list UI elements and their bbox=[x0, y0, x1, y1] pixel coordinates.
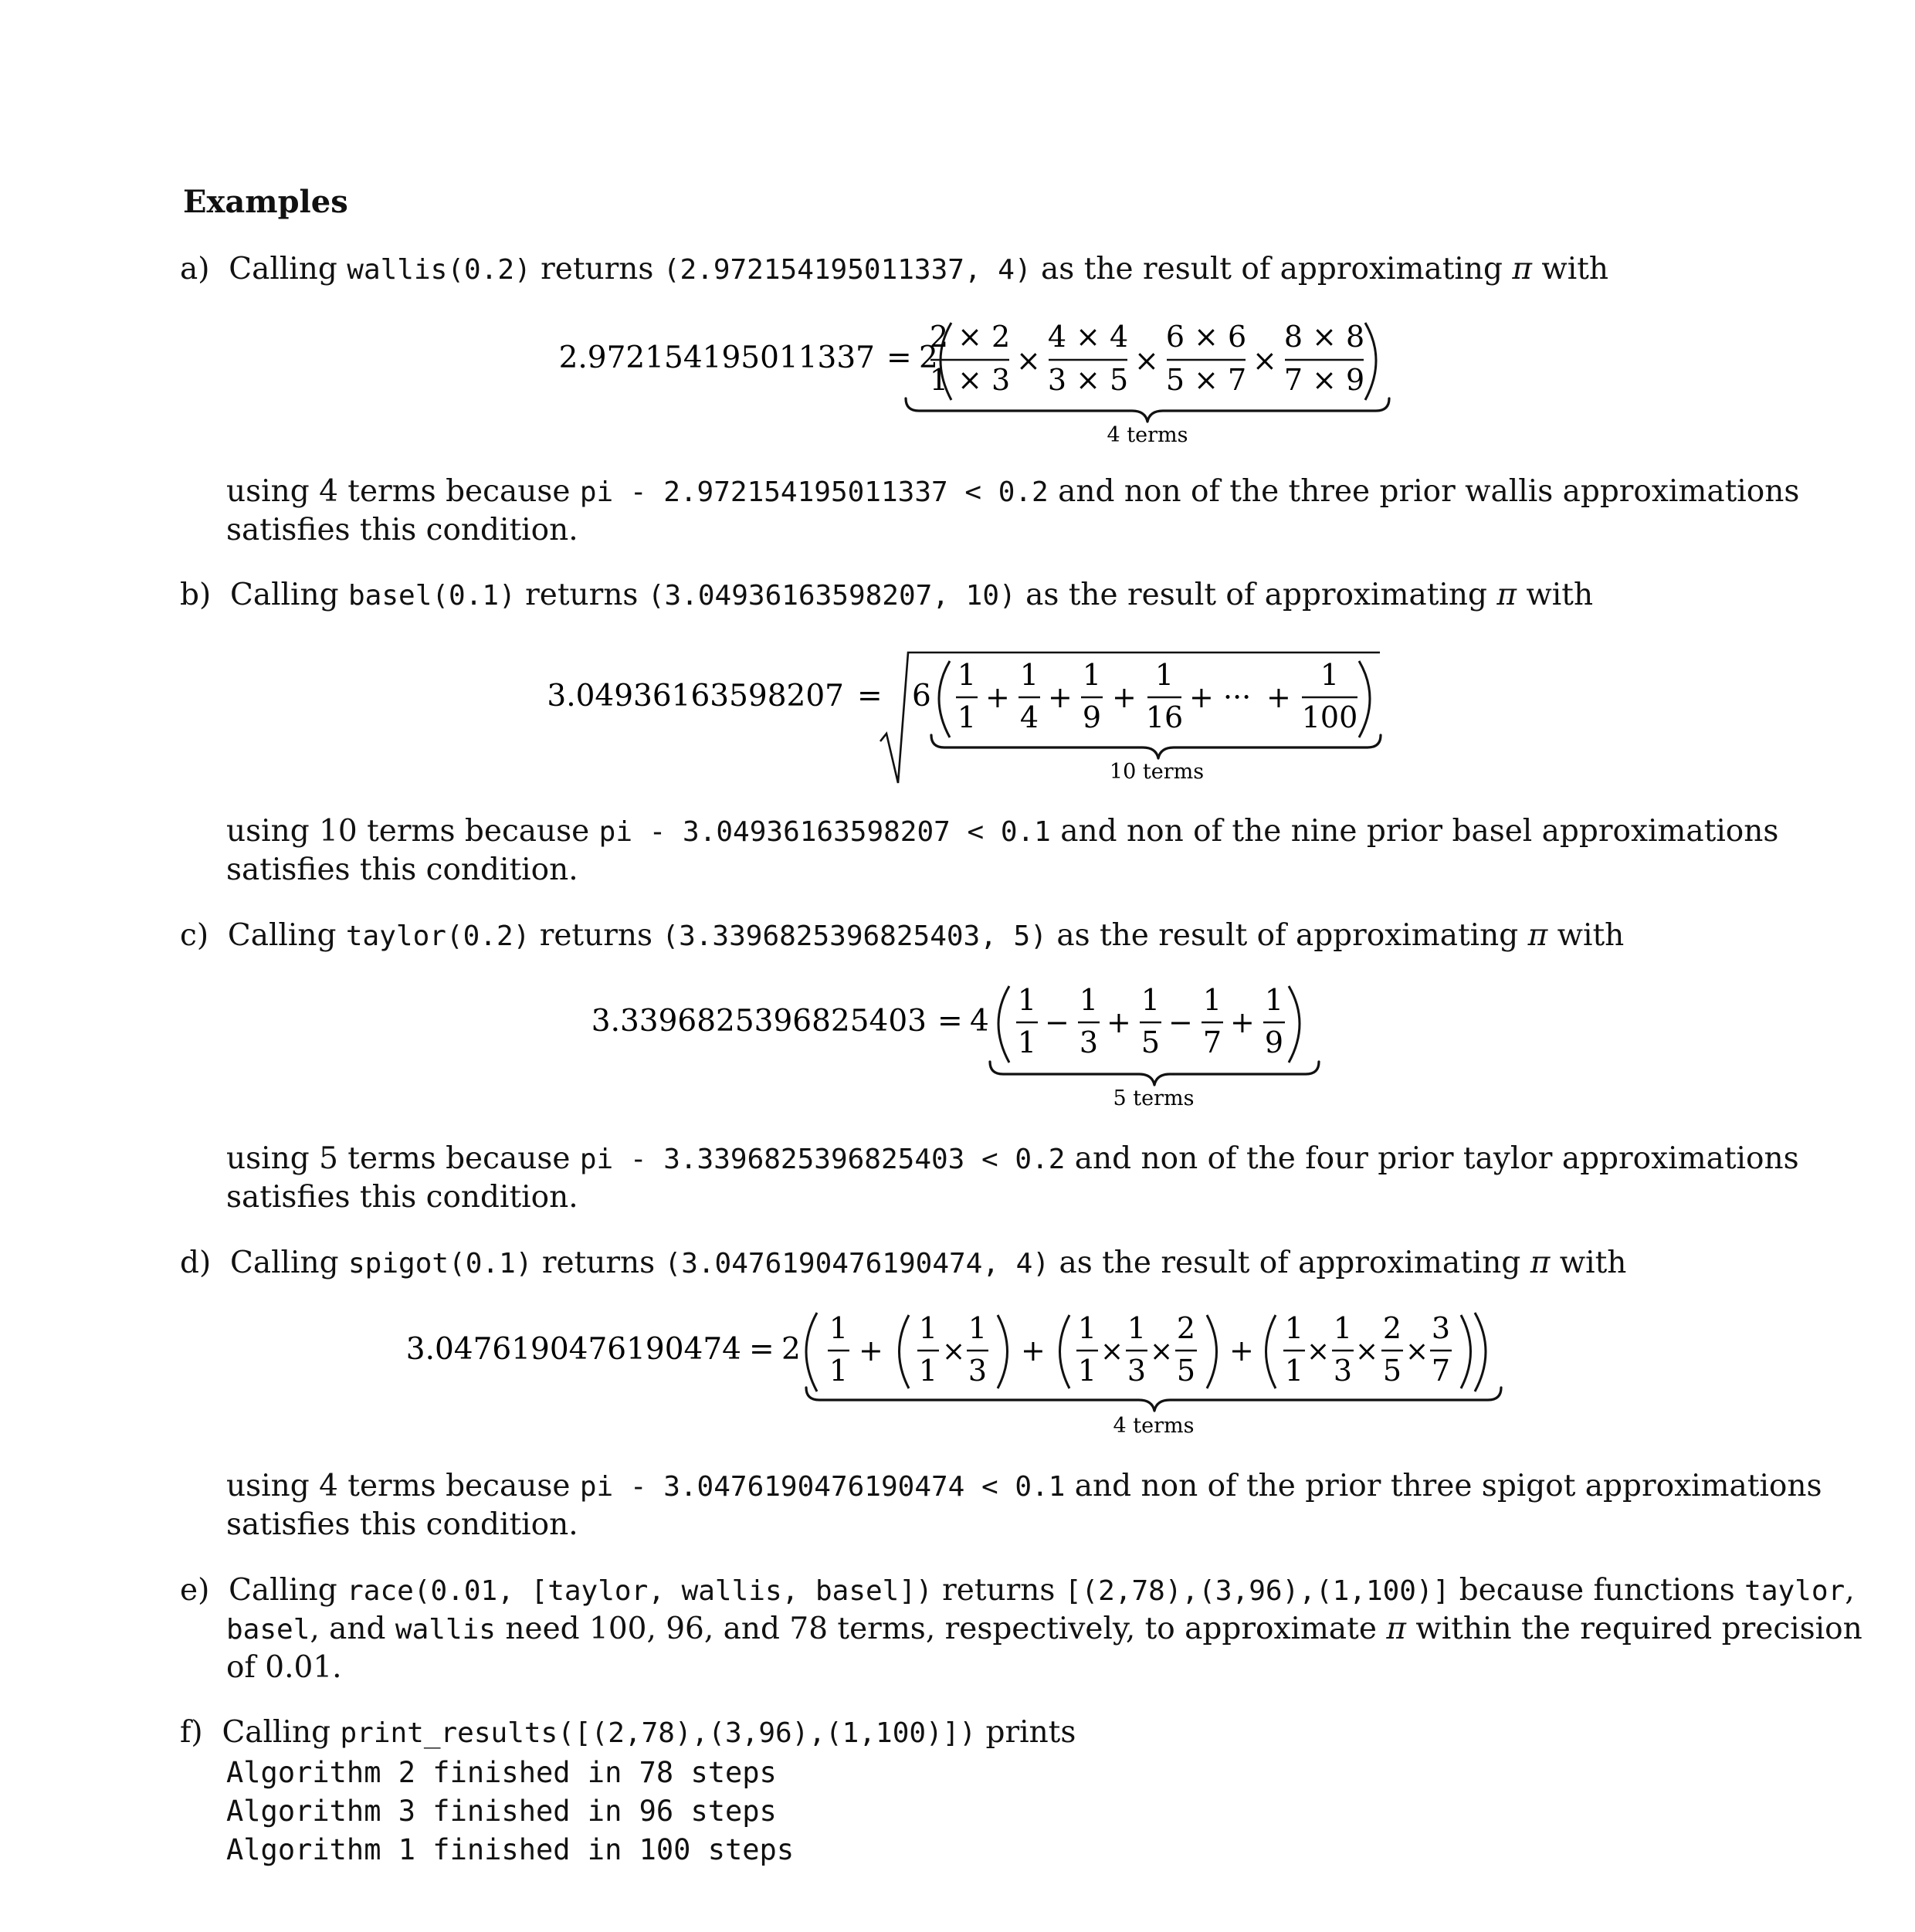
equation-d-lhs: 3.0476190476190474 bbox=[405, 1332, 741, 1367]
svg-text:1: 1 bbox=[1127, 1311, 1147, 1345]
svg-text:100: 100 bbox=[1301, 700, 1358, 734]
svg-text:1: 1 bbox=[1154, 658, 1174, 692]
equation-d bbox=[406, 1311, 1501, 1438]
svg-text:3 × 5: 3 × 5 bbox=[1047, 363, 1129, 397]
svg-text:7: 7 bbox=[1202, 1025, 1222, 1059]
output-line: Algorithm 3 finished in 96 steps bbox=[226, 1795, 777, 1828]
item-a-explain: using 4 terms because pi - 2.972154195011337 < 0.2 and non of the three prior wallis approximations bbox=[226, 474, 1800, 509]
item-b-label: b) bbox=[180, 578, 212, 612]
equation-d-outer-right-paren bbox=[1475, 1313, 1486, 1391]
output-line: Algorithm 2 finished in 78 steps bbox=[226, 1756, 777, 1789]
item-b-explain: using 10 terms because pi - 3.04936163598207 < 0.1 and non of the nine prior basel approximations bbox=[226, 814, 1779, 849]
svg-text:4 × 4: 4 × 4 bbox=[1047, 320, 1129, 354]
svg-text:1: 1 bbox=[1077, 1311, 1097, 1345]
svg-text:3: 3 bbox=[1333, 1354, 1353, 1388]
svg-text:1: 1 bbox=[1320, 658, 1340, 692]
fraction bbox=[956, 658, 978, 734]
equation-c-underbrace bbox=[990, 1062, 1319, 1085]
fraction bbox=[1019, 658, 1040, 734]
svg-text:16: 16 bbox=[1145, 700, 1184, 734]
item-b-explain-end: satisfies this condition. bbox=[226, 852, 578, 887]
svg-text:+: + bbox=[859, 1334, 883, 1368]
svg-text:9: 9 bbox=[1264, 1025, 1284, 1059]
svg-text:2 × 2: 2 × 2 bbox=[929, 320, 1011, 354]
item-c-explain: using 5 terms because pi - 3.3396825396825403 < 0.2 and non of the four prior taylor approximations bbox=[226, 1141, 1799, 1176]
fraction bbox=[1078, 983, 1100, 1059]
svg-text:+: + bbox=[1021, 1334, 1046, 1368]
svg-text:7: 7 bbox=[1431, 1354, 1451, 1388]
svg-text:3: 3 bbox=[1079, 1025, 1099, 1059]
item-c-explain-end: satisfies this condition. bbox=[226, 1180, 578, 1215]
svg-text:+: + bbox=[1048, 680, 1073, 714]
svg-text:+: + bbox=[1229, 1334, 1254, 1368]
equation-d-underbrace bbox=[806, 1388, 1501, 1411]
svg-text:1: 1 bbox=[1202, 983, 1222, 1017]
equation-c-lhs: 3.3396825396825403 bbox=[591, 1004, 927, 1039]
svg-text:1: 1 bbox=[1017, 983, 1037, 1017]
svg-text:3: 3 bbox=[968, 1354, 988, 1388]
svg-text:+: + bbox=[1107, 1005, 1131, 1039]
fraction bbox=[1283, 1311, 1305, 1388]
fraction bbox=[1263, 983, 1285, 1059]
svg-text:+: + bbox=[1266, 680, 1291, 714]
svg-text:1 × 3: 1 × 3 bbox=[929, 363, 1011, 397]
svg-text:1: 1 bbox=[968, 1311, 988, 1345]
svg-text:1: 1 bbox=[957, 658, 977, 692]
item-d-call: spigot(0.1) bbox=[348, 1248, 533, 1280]
equation-a-factor: 2 bbox=[919, 341, 938, 375]
svg-text:3: 3 bbox=[1431, 1311, 1451, 1345]
pi-symbol: π bbox=[1496, 578, 1517, 612]
svg-text:1: 1 bbox=[957, 700, 977, 734]
svg-text:×: × bbox=[1016, 344, 1041, 378]
svg-text:+: + bbox=[1230, 1005, 1255, 1039]
equation-b-brace-label: 10 terms bbox=[1109, 760, 1205, 784]
item-a-call: wallis(0.2) bbox=[347, 254, 531, 286]
svg-text:5: 5 bbox=[1382, 1354, 1402, 1388]
item-c-call: taylor(0.2) bbox=[345, 920, 530, 952]
svg-text:1: 1 bbox=[1284, 1354, 1304, 1388]
item-f-label: f) bbox=[180, 1715, 203, 1750]
svg-text:×: × bbox=[1252, 344, 1277, 378]
svg-text:=: = bbox=[937, 1004, 963, 1039]
fraction bbox=[1166, 320, 1246, 397]
svg-text:×: × bbox=[1355, 1336, 1379, 1368]
item-e-line-1: e) Calling race(0.01, [taylor, wallis, basel]) returns [(2,78),(3,96),(1,100)] because functions taylor, bbox=[180, 1573, 1855, 1608]
equation-b-factor: 6 bbox=[912, 679, 931, 713]
equation-a-lhs: 2.972154195011337 bbox=[558, 341, 875, 375]
pi-symbol: π bbox=[1512, 252, 1532, 286]
svg-text:9: 9 bbox=[1082, 700, 1102, 734]
item-e-call: race(0.01, [taylor, wallis, basel]) bbox=[347, 1575, 933, 1607]
item-f-intro: f) Calling print_results([(2,78),(3,96),(1,100)]) prints bbox=[180, 1715, 1076, 1750]
item-d-explain-end: satisfies this condition. bbox=[226, 1507, 578, 1542]
fraction bbox=[1081, 658, 1103, 734]
svg-text:4: 4 bbox=[1019, 700, 1039, 734]
item-c-label: c) bbox=[180, 918, 209, 953]
svg-text:1: 1 bbox=[1284, 1311, 1304, 1345]
section-heading: Examples bbox=[183, 184, 348, 220]
fraction bbox=[917, 1311, 939, 1388]
svg-text:×: × bbox=[1307, 1336, 1330, 1368]
svg-text:1: 1 bbox=[829, 1311, 849, 1345]
svg-text:×: × bbox=[1134, 344, 1159, 378]
svg-text:1: 1 bbox=[1264, 983, 1284, 1017]
pi-symbol: π bbox=[1527, 918, 1548, 953]
fraction bbox=[1076, 1311, 1098, 1388]
fraction bbox=[967, 1311, 988, 1388]
svg-text:−: − bbox=[1168, 1005, 1193, 1039]
svg-text:=: = bbox=[749, 1332, 774, 1367]
equation-a-brace-label: 4 terms bbox=[1107, 423, 1188, 447]
svg-text:5: 5 bbox=[1176, 1354, 1196, 1388]
item-e-label: e) bbox=[180, 1573, 210, 1608]
equation-b-lhs: 3.04936163598207 bbox=[547, 679, 844, 713]
fraction bbox=[1302, 658, 1358, 734]
svg-text:×: × bbox=[1150, 1336, 1174, 1368]
fraction bbox=[1146, 658, 1183, 734]
svg-text:1: 1 bbox=[1079, 983, 1099, 1017]
svg-text:1: 1 bbox=[1017, 1025, 1037, 1059]
svg-text:1: 1 bbox=[918, 1354, 938, 1388]
fraction bbox=[1175, 1311, 1197, 1388]
fraction bbox=[1430, 1311, 1452, 1388]
equation-b-left-paren bbox=[939, 661, 950, 737]
svg-text:1: 1 bbox=[1082, 658, 1102, 692]
fraction bbox=[1140, 983, 1161, 1059]
item-d-explain: using 4 terms because pi - 3.0476190476190474 < 0.1 and non of the prior three spigot approximations bbox=[226, 1469, 1822, 1503]
item-b-result: (3.04936163598207, 10) bbox=[647, 580, 1016, 612]
item-a-explain-end: satisfies this condition. bbox=[226, 513, 578, 547]
svg-text:−: − bbox=[1045, 1005, 1069, 1039]
svg-text:1: 1 bbox=[1019, 658, 1039, 692]
equation-d-brace-label: 4 terms bbox=[1113, 1414, 1195, 1438]
item-c-result: (3.3396825396825403, 5) bbox=[662, 920, 1047, 952]
equation-b-right-paren bbox=[1359, 661, 1370, 737]
item-c-intro: c) Calling taylor(0.2) returns (3.3396825396825403, 5) as the result of approximating π with bbox=[180, 918, 1625, 953]
svg-text:1: 1 bbox=[918, 1311, 938, 1345]
svg-text:1: 1 bbox=[1077, 1354, 1097, 1388]
svg-text:1: 1 bbox=[1333, 1311, 1353, 1345]
item-f-call: print_results([(2,78),(3,96),(1,100)]) bbox=[340, 1717, 977, 1749]
svg-text:+: + bbox=[1189, 680, 1214, 714]
pi-symbol: π bbox=[1386, 1612, 1406, 1646]
equation-c-brace-label: 5 terms bbox=[1113, 1086, 1195, 1110]
svg-text:···: ··· bbox=[1223, 680, 1252, 714]
svg-text:6 × 6: 6 × 6 bbox=[1165, 320, 1247, 354]
svg-text:3: 3 bbox=[1127, 1354, 1147, 1388]
item-e-result: [(2,78),(3,96),(1,100)] bbox=[1064, 1575, 1450, 1607]
equation-a bbox=[559, 320, 1389, 447]
item-d-label: d) bbox=[180, 1246, 212, 1280]
svg-text:+: + bbox=[1112, 680, 1137, 714]
equation-c-right-paren bbox=[1289, 986, 1300, 1063]
equation-a-underbrace bbox=[906, 398, 1389, 422]
equation-d-factor: 2 bbox=[781, 1332, 801, 1367]
svg-text:8 × 8: 8 × 8 bbox=[1283, 320, 1365, 354]
equation-a-right-paren bbox=[1365, 323, 1376, 400]
svg-text:=: = bbox=[857, 679, 883, 713]
equation-b bbox=[547, 652, 1381, 784]
svg-text:×: × bbox=[1405, 1336, 1429, 1368]
fraction bbox=[1284, 320, 1364, 397]
pi-symbol: π bbox=[1530, 1246, 1551, 1280]
equation-c-factor: 4 bbox=[970, 1004, 989, 1039]
fraction bbox=[1016, 983, 1038, 1059]
svg-text:+: + bbox=[985, 680, 1010, 714]
equation-c-left-paren bbox=[998, 986, 1009, 1063]
item-a-intro: a) Calling wallis(0.2) returns (2.972154195011337, 4) as the result of approximating π with bbox=[180, 252, 1609, 286]
item-e-line-2: basel, and wallis need 100, 96, and 78 terms, respectively, to approximate π within the required precision bbox=[226, 1612, 1862, 1646]
svg-text:2: 2 bbox=[1176, 1311, 1196, 1345]
fraction bbox=[1126, 1311, 1147, 1388]
item-e-line-3: of 0.01. bbox=[226, 1650, 342, 1685]
svg-text:1: 1 bbox=[829, 1354, 849, 1388]
svg-text:×: × bbox=[942, 1336, 966, 1368]
item-b-call: basel(0.1) bbox=[348, 580, 516, 612]
equation-b-underbrace bbox=[931, 735, 1381, 758]
item-a-label: a) bbox=[180, 252, 210, 286]
output-line: Algorithm 1 finished in 100 steps bbox=[226, 1833, 795, 1866]
item-d-result: (3.0476190476190474, 4) bbox=[664, 1248, 1050, 1280]
svg-text:2: 2 bbox=[1382, 1311, 1402, 1345]
item-d-intro: d) Calling spigot(0.1) returns (3.0476190476190474, 4) as the result of approximating π with bbox=[180, 1246, 1627, 1280]
fraction bbox=[1332, 1311, 1354, 1388]
fraction bbox=[1202, 983, 1223, 1059]
equation-d-outer-left-paren bbox=[806, 1313, 817, 1391]
svg-text:×: × bbox=[1100, 1336, 1124, 1368]
item-a-result: (2.972154195011337, 4) bbox=[663, 254, 1032, 286]
equation-c bbox=[591, 983, 1319, 1110]
fraction bbox=[828, 1311, 849, 1388]
svg-text:1: 1 bbox=[1141, 983, 1161, 1017]
svg-text:5: 5 bbox=[1141, 1025, 1161, 1059]
svg-text:=: = bbox=[886, 341, 912, 375]
svg-text:5 × 7: 5 × 7 bbox=[1165, 363, 1247, 397]
fraction bbox=[1048, 320, 1128, 397]
item-b-intro: b) Calling basel(0.1) returns (3.04936163598207, 10) as the result of approximating π with bbox=[180, 578, 1594, 612]
fraction bbox=[1381, 1311, 1403, 1388]
svg-text:7 × 9: 7 × 9 bbox=[1283, 363, 1365, 397]
